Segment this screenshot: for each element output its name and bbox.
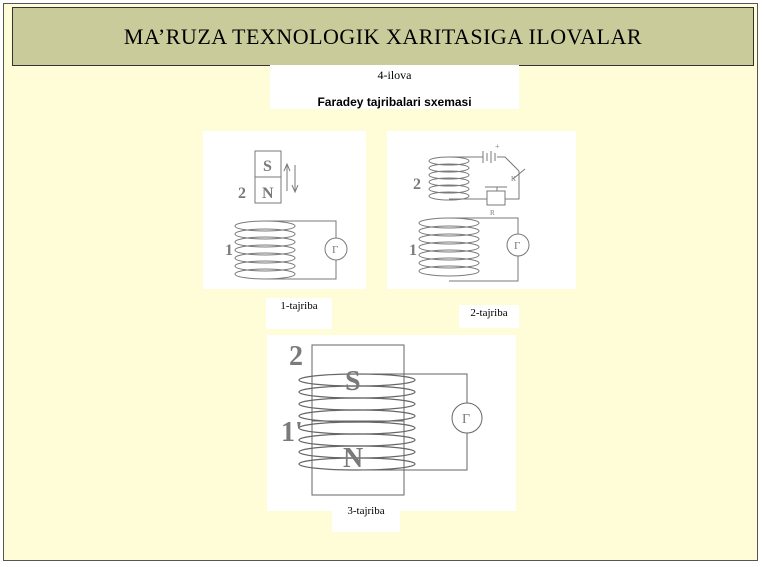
slide	[3, 3, 758, 561]
experiment-1-figure	[203, 131, 366, 289]
coil-1	[235, 221, 295, 279]
magnet-n-label: N	[262, 185, 274, 202]
experiment-1-caption: 1-tajriba	[266, 298, 332, 329]
label-1: 1	[225, 242, 233, 259]
label-2: 2	[413, 176, 421, 193]
arrow-up-icon	[284, 164, 290, 191]
key-label: K	[511, 175, 517, 183]
experiment-2-caption: 2-tajriba	[459, 305, 519, 328]
battery-icon	[483, 151, 495, 163]
experiment-2-figure	[387, 131, 576, 289]
galvanometer-label: Г	[332, 244, 339, 256]
magnet-s-label: S	[345, 366, 361, 397]
header-box	[270, 65, 519, 109]
slide-title: MA’RUZA TEXNOLOGIK XARITASIGA ILOVALAR	[123, 23, 643, 49]
experiment-1-diagram	[203, 131, 366, 289]
coil-2	[429, 157, 469, 200]
magnet-n-label: N	[343, 443, 364, 474]
figure-subtitle: Faradey tajribalari sxemasi	[317, 95, 472, 109]
appendix-label: 4-ilova	[377, 68, 412, 82]
label-1: 1	[409, 242, 417, 259]
rheostat-label: R	[490, 209, 495, 217]
title-bar	[12, 7, 754, 66]
galvanometer-label: Г	[514, 240, 521, 252]
experiment-3-diagram	[267, 335, 516, 511]
experiment-3-figure	[267, 335, 516, 511]
magnet-s-label: S	[263, 158, 272, 175]
coil-1	[419, 218, 479, 276]
arrow-down-icon	[292, 165, 298, 192]
rheostat-icon	[487, 191, 505, 205]
label-2: 2	[289, 341, 303, 372]
galvanometer-label: Г	[462, 412, 471, 427]
label-2: 2	[238, 185, 246, 202]
battery-sign: +	[495, 142, 500, 151]
label-1-prime: 1'	[281, 417, 303, 448]
experiment-2-diagram	[387, 131, 576, 289]
experiment-3-caption: 3-tajriba	[332, 502, 400, 532]
rheostat-slider	[485, 187, 507, 191]
